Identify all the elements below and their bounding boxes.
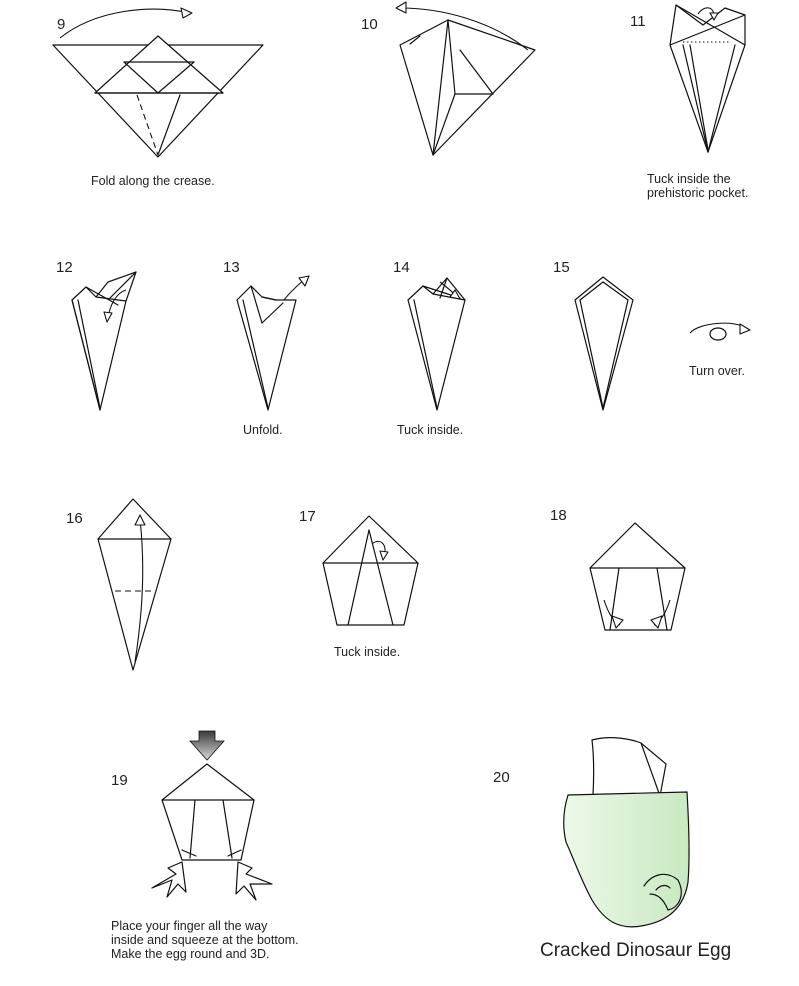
step-number-19: 19 <box>111 772 128 789</box>
step-14-caption: Tuck inside. <box>397 423 464 437</box>
step-13-diagram <box>237 276 309 410</box>
step-number-11: 11 <box>630 13 646 30</box>
step-15-diagram <box>575 277 633 410</box>
step-9-caption: Fold along the crease. <box>91 174 215 188</box>
step-20-cracked-egg <box>564 738 689 927</box>
step-12-diagram <box>72 272 136 410</box>
final-title: Cracked Dinosaur Egg <box>540 940 732 961</box>
step-18-diagram <box>590 523 685 630</box>
step-11-diagram <box>670 5 745 152</box>
step-14-diagram <box>408 278 465 410</box>
squeeze-arrow-left-icon <box>152 862 186 897</box>
squeeze-arrow-top-icon <box>190 731 224 760</box>
step-number-20: 20 <box>493 769 510 786</box>
turn-over-icon <box>690 323 750 340</box>
step-17-caption: Tuck inside. <box>334 645 401 659</box>
step-19-caption: Place your finger all the way inside and squeeze at the bottom. Make the egg round and 3D. <box>111 919 299 961</box>
step-number-18: 18 <box>550 507 567 524</box>
step-number-16: 16 <box>66 510 83 527</box>
step-number-14: 14 <box>393 259 410 276</box>
step-number-15: 15 <box>553 259 570 276</box>
squeeze-arrow-right-icon <box>236 862 272 900</box>
step-13-caption: Unfold. <box>243 423 283 437</box>
step-19-diagram <box>152 731 272 900</box>
step-number-13: 13 <box>223 259 240 276</box>
step-11-caption: Tuck inside the prehistoric pocket. <box>647 172 749 200</box>
step-17-diagram <box>323 516 418 625</box>
step-15-caption: Turn over. <box>689 364 745 378</box>
step-9-diagram <box>53 8 263 157</box>
step-16-diagram <box>98 499 171 670</box>
step-10-diagram <box>396 2 535 155</box>
step-number-9: 9 <box>57 16 66 33</box>
step-number-12: 12 <box>56 259 73 276</box>
step-number-10: 10 <box>361 16 378 33</box>
step-number-17: 17 <box>299 508 316 525</box>
